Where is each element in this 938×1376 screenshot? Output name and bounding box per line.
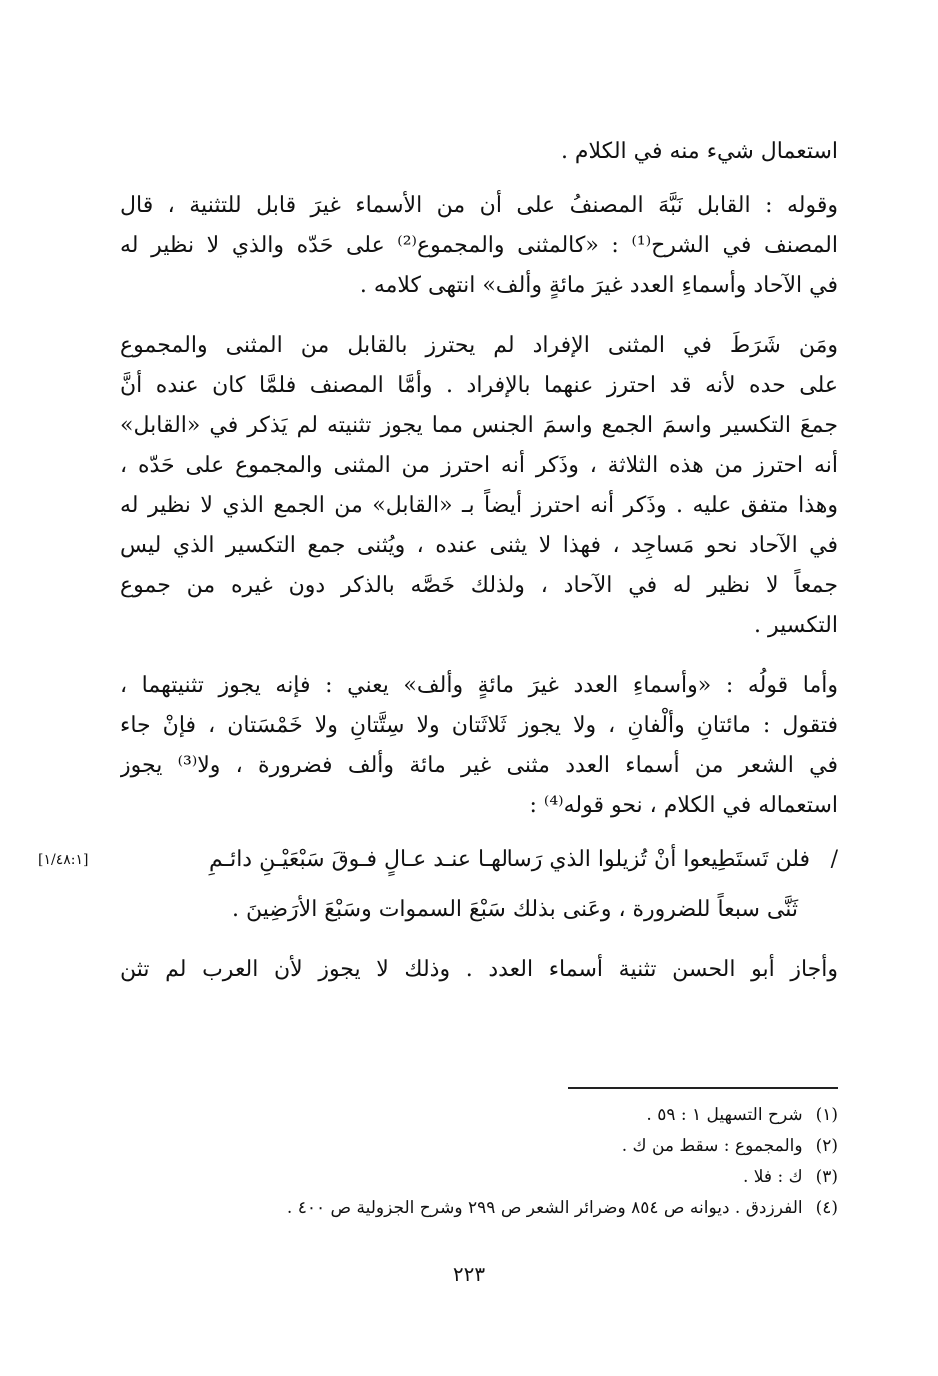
footnote — [188, 1100, 838, 1131]
text-line: في الآحاد نحو مَساجِد ، فهذا لا يثنى عنده ، ويُثنى جمع التكسير الذي ليس — [120, 533, 838, 558]
footnote-number: (١) — [815, 1105, 838, 1125]
text-line: وهذا متفق عليه . وذَكر أنه احترز أيضاً بـ «القابل» من الجمع الذي لا نظير له — [120, 493, 838, 518]
text-line: استعمال شيء منه في الكلام . — [560, 139, 838, 164]
text-line: وأما قولُه : «وأسماءِ العدد غيرَ مائةٍ وألف» يعني : فإنه يجوز تثنيتهما ، — [120, 673, 838, 698]
footnote-separator — [568, 1087, 838, 1089]
footnote-number: (٤) — [815, 1198, 838, 1218]
page-number: ٢٢٣ — [452, 1262, 486, 1286]
paragraph-1 — [120, 132, 838, 172]
text-line: في الآحاد وأسماءِ العدد غيرَ مائةٍ وألف» انتهى كلامه . — [359, 273, 838, 298]
text-line: استعماله في الكلام ، نحو قوله⁽⁴⁾ : — [529, 793, 838, 818]
verse-marker: / — [830, 847, 838, 872]
footnote-text: الفرزدق . ديوانه ص ٨٥٤ وضرائر الشعر ص ٢٩٩ وشرح الجزولية ص ٤٠٠ . — [286, 1198, 803, 1218]
text-line: جمعَ التكسير واسمَ الجمع واسمَ الجنس مما يجوز تثنيته لم يَذكر في «القابل» — [120, 413, 838, 438]
footnote-text: والمجموع : سقط من ك . — [621, 1136, 803, 1156]
footnote — [188, 1193, 838, 1224]
footnotes — [188, 1100, 838, 1224]
paragraph-3 — [120, 326, 838, 646]
text-line: وقوله : القابل نَبَّهَ المصنفُ على أن من الأسماء غيرَ قابل للتثنية ، قال — [120, 193, 838, 218]
paragraph-4 — [120, 666, 838, 826]
text-line: جمعاً لا نظير له في الآحاد ، ولذلك خَصَّه بالذكر دون غيره من جموع — [120, 573, 838, 598]
footnote-text: ك : فلا . — [742, 1167, 803, 1187]
footnote — [188, 1162, 838, 1193]
footnote-number: (٣) — [815, 1167, 838, 1187]
text-line: في الشعر من أسماء العدد مثنى غير مائة وألف فضرورة ، ولا⁽³⁾ يجوز — [120, 753, 838, 778]
text-line: فتقول : مائتانِ وألْفانِ ، ولا يجوز ثَلاثَتان ولا سِتَّتانِ ولا خَمْسَتان ، فإنْ جاء — [120, 713, 838, 738]
footnote-number: (٢) — [815, 1136, 838, 1156]
paragraph-2 — [120, 186, 838, 306]
text-line: التكسير . — [754, 613, 838, 638]
text-line: أنه احترز من هذه الثلاثة ، وذَكر أنه احترز من المثنى والمجموع على حَدّه ، — [120, 453, 838, 478]
poetry-verse — [38, 840, 838, 884]
page-body — [38, 132, 838, 990]
text-line: المصنف في الشرح⁽¹⁾ : «كالمثنى والمجموع⁽²⁾ على حَدّه والذي لا نظير له — [120, 233, 838, 258]
footnote — [188, 1131, 838, 1162]
verse-explanation: ثَنَّى سبعاً للضرورة ، وعَنى بذلك سَبْعَ السموات وسَبْعَ الأرَضِينَ . — [231, 897, 798, 922]
text-line: ومَن شَرَطَ في المثنى الإفراد لم يحترز بالقابل من المثنى والمجموع — [120, 333, 838, 358]
manuscript-reference: [١/٤٨:١] — [38, 852, 89, 868]
text-line: على حده لأنه قد احترز عنهما بالإفراد . وأمَّا المصنف فلمَّا كان عنده أنَّ — [120, 373, 838, 398]
verse-hemistich-first: فلن تَستَطِيعوا أنْ تُزيلوا الذي رَسا — [506, 847, 810, 872]
verse-hemistich-second: لهـا عنـد عـالٍ فـوقَ سَبْعَيْـنِ دائـمِ — [208, 847, 508, 872]
footnote-text: شرح التسهيل ١ : ٥٩ . — [646, 1105, 803, 1125]
text-line: وأجاز أبو الحسن تثنية أسماء العدد . وذلك لا يجوز لأن العرب لم تثن — [120, 957, 838, 982]
